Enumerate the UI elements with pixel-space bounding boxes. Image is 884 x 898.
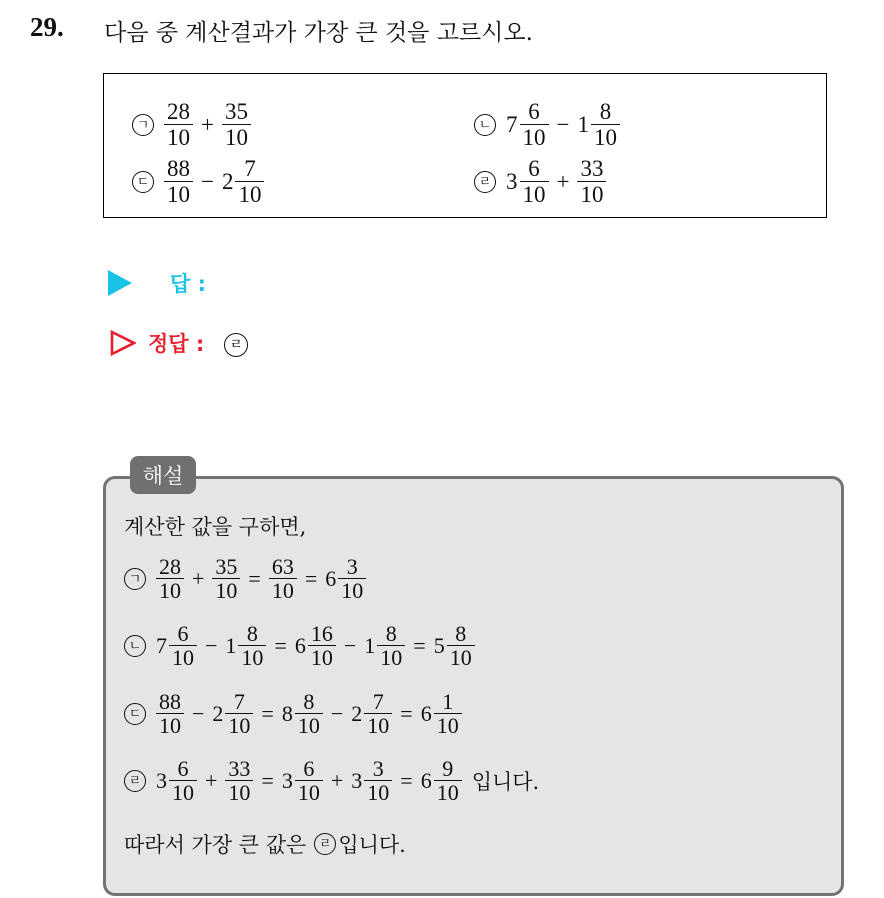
fraction: $\frac{6}{10}$: [520, 157, 549, 207]
fraction: $\frac{3}{10}$: [338, 555, 366, 603]
fraction: $\frac{8}{10}$: [295, 690, 323, 738]
choice-mark: ㄱ: [132, 114, 154, 136]
choice-mark: ㄱ: [124, 568, 146, 590]
choice-mark: ㄴ: [474, 114, 496, 136]
fraction: $\frac{1}{10}$: [434, 690, 462, 738]
choice-mark: ㄹ: [474, 171, 496, 193]
fraction: $\frac{8}{10}$: [377, 622, 405, 670]
question-text: 다음 중 계산결과가 가장 큰 것을 고르시오.: [104, 20, 533, 46]
answer-row: [108, 268, 206, 298]
fraction: $\frac{6}{10}$: [520, 100, 549, 150]
line-suffix: 입니다.: [471, 770, 540, 795]
operator: +: [556, 169, 570, 195]
fraction: $\frac{8}{10}$: [591, 100, 620, 150]
fraction: $\frac{63}{10}$: [269, 555, 297, 603]
fraction: $\frac{88}{10}$: [156, 690, 184, 738]
fraction: $\frac{35}{10}$: [212, 555, 240, 603]
correct-answer-row: [110, 328, 256, 358]
explanation-line-b: ㄴ 7 $\frac{6}{10}$ − 1 $\frac{8}{10}$ = 6 $\frac{16}{10}$ − 1 $\frac{8}{10}$ = 5 $\frac{8}{10}$: [124, 622, 477, 670]
choice-d[interactable]: ㄹ 3 $\frac{6}{10}$ + $\frac{33}{10}$: [474, 157, 608, 207]
choice-mark: ㄹ: [124, 770, 146, 792]
outline-triangle-icon: [110, 330, 136, 356]
fraction: $\frac{3}{10}$: [364, 757, 392, 805]
choice-a[interactable]: [132, 100, 253, 150]
explanation-title: 해설: [130, 456, 196, 494]
choice-mark: ㄷ: [132, 171, 154, 193]
correct-label: 정답 :: [148, 332, 205, 356]
fraction: $\frac{33}{10}$: [225, 757, 253, 805]
explanation-line-d: ㄹ 3 $\frac{6}{10}$ + $\frac{33}{10}$ = 3 $\frac{6}{10}$ + 3 $\frac{3}{10}$ = 6 $\frac{9}{10}$ 입니다.: [124, 757, 539, 805]
fraction: $\frac{7}{10}$: [235, 157, 264, 207]
play-triangle-icon: [108, 270, 132, 296]
choice-c[interactable]: ㄷ $\frac{88}{10}$ − 2 $\frac{7}{10}$: [132, 157, 266, 207]
operator: +: [201, 112, 214, 138]
fraction: $\frac{9}{10}$: [434, 757, 462, 805]
fraction: $\frac{7}{10}$: [225, 690, 253, 738]
explanation-line-c: ㄷ $\frac{88}{10}$ − 2 $\frac{7}{10}$ = 8 $\frac{8}{10}$ − 2 $\frac{7}{10}$ = 6 $\frac{1}{10}$: [124, 690, 464, 738]
explanation-intro: 계산한 값을 구하면,: [124, 515, 307, 539]
fraction: $\frac{88}{10}$: [164, 157, 193, 207]
explanation-line-a: ㄱ $\frac{28}{10}$ + $\frac{35}{10}$ = $\frac{63}{10}$ = 6 $\frac{3}{10}$: [124, 555, 368, 603]
operator: −: [556, 112, 570, 138]
fraction: $\frac{28}{10}$: [156, 555, 184, 603]
question-number: 29.: [30, 12, 64, 42]
fraction: $\frac{6}{10}$: [169, 622, 197, 670]
correct-mark: ㄹ: [224, 333, 248, 357]
fraction: $\frac{8}{10}$: [447, 622, 475, 670]
choice-mark: ㄷ: [124, 703, 146, 725]
fraction: $\frac{28}{10}$: [164, 100, 193, 150]
fraction: $\frac{35}{10}$: [222, 100, 251, 150]
fraction: $\frac{6}{10}$: [169, 757, 197, 805]
fraction: $\frac{16}{10}$: [308, 622, 336, 670]
fraction: $\frac{7}{10}$: [364, 690, 392, 738]
choice-b[interactable]: ㄴ 7 $\frac{6}{10}$ − 1 $\frac{8}{10}$: [474, 100, 622, 150]
choices-box: [103, 73, 827, 218]
fraction: $\frac{8}{10}$: [238, 622, 266, 670]
fraction: $\frac{33}{10}$: [577, 157, 606, 207]
choice-mark: ㄴ: [124, 635, 146, 657]
choice-mark: ㄹ: [314, 833, 336, 855]
answer-label: 답 :: [170, 272, 206, 296]
fraction: $\frac{6}{10}$: [295, 757, 323, 805]
operator: −: [201, 169, 214, 195]
explanation-conclusion: 따라서 가장 큰 값은 ㄹ 입니다.: [124, 833, 406, 857]
